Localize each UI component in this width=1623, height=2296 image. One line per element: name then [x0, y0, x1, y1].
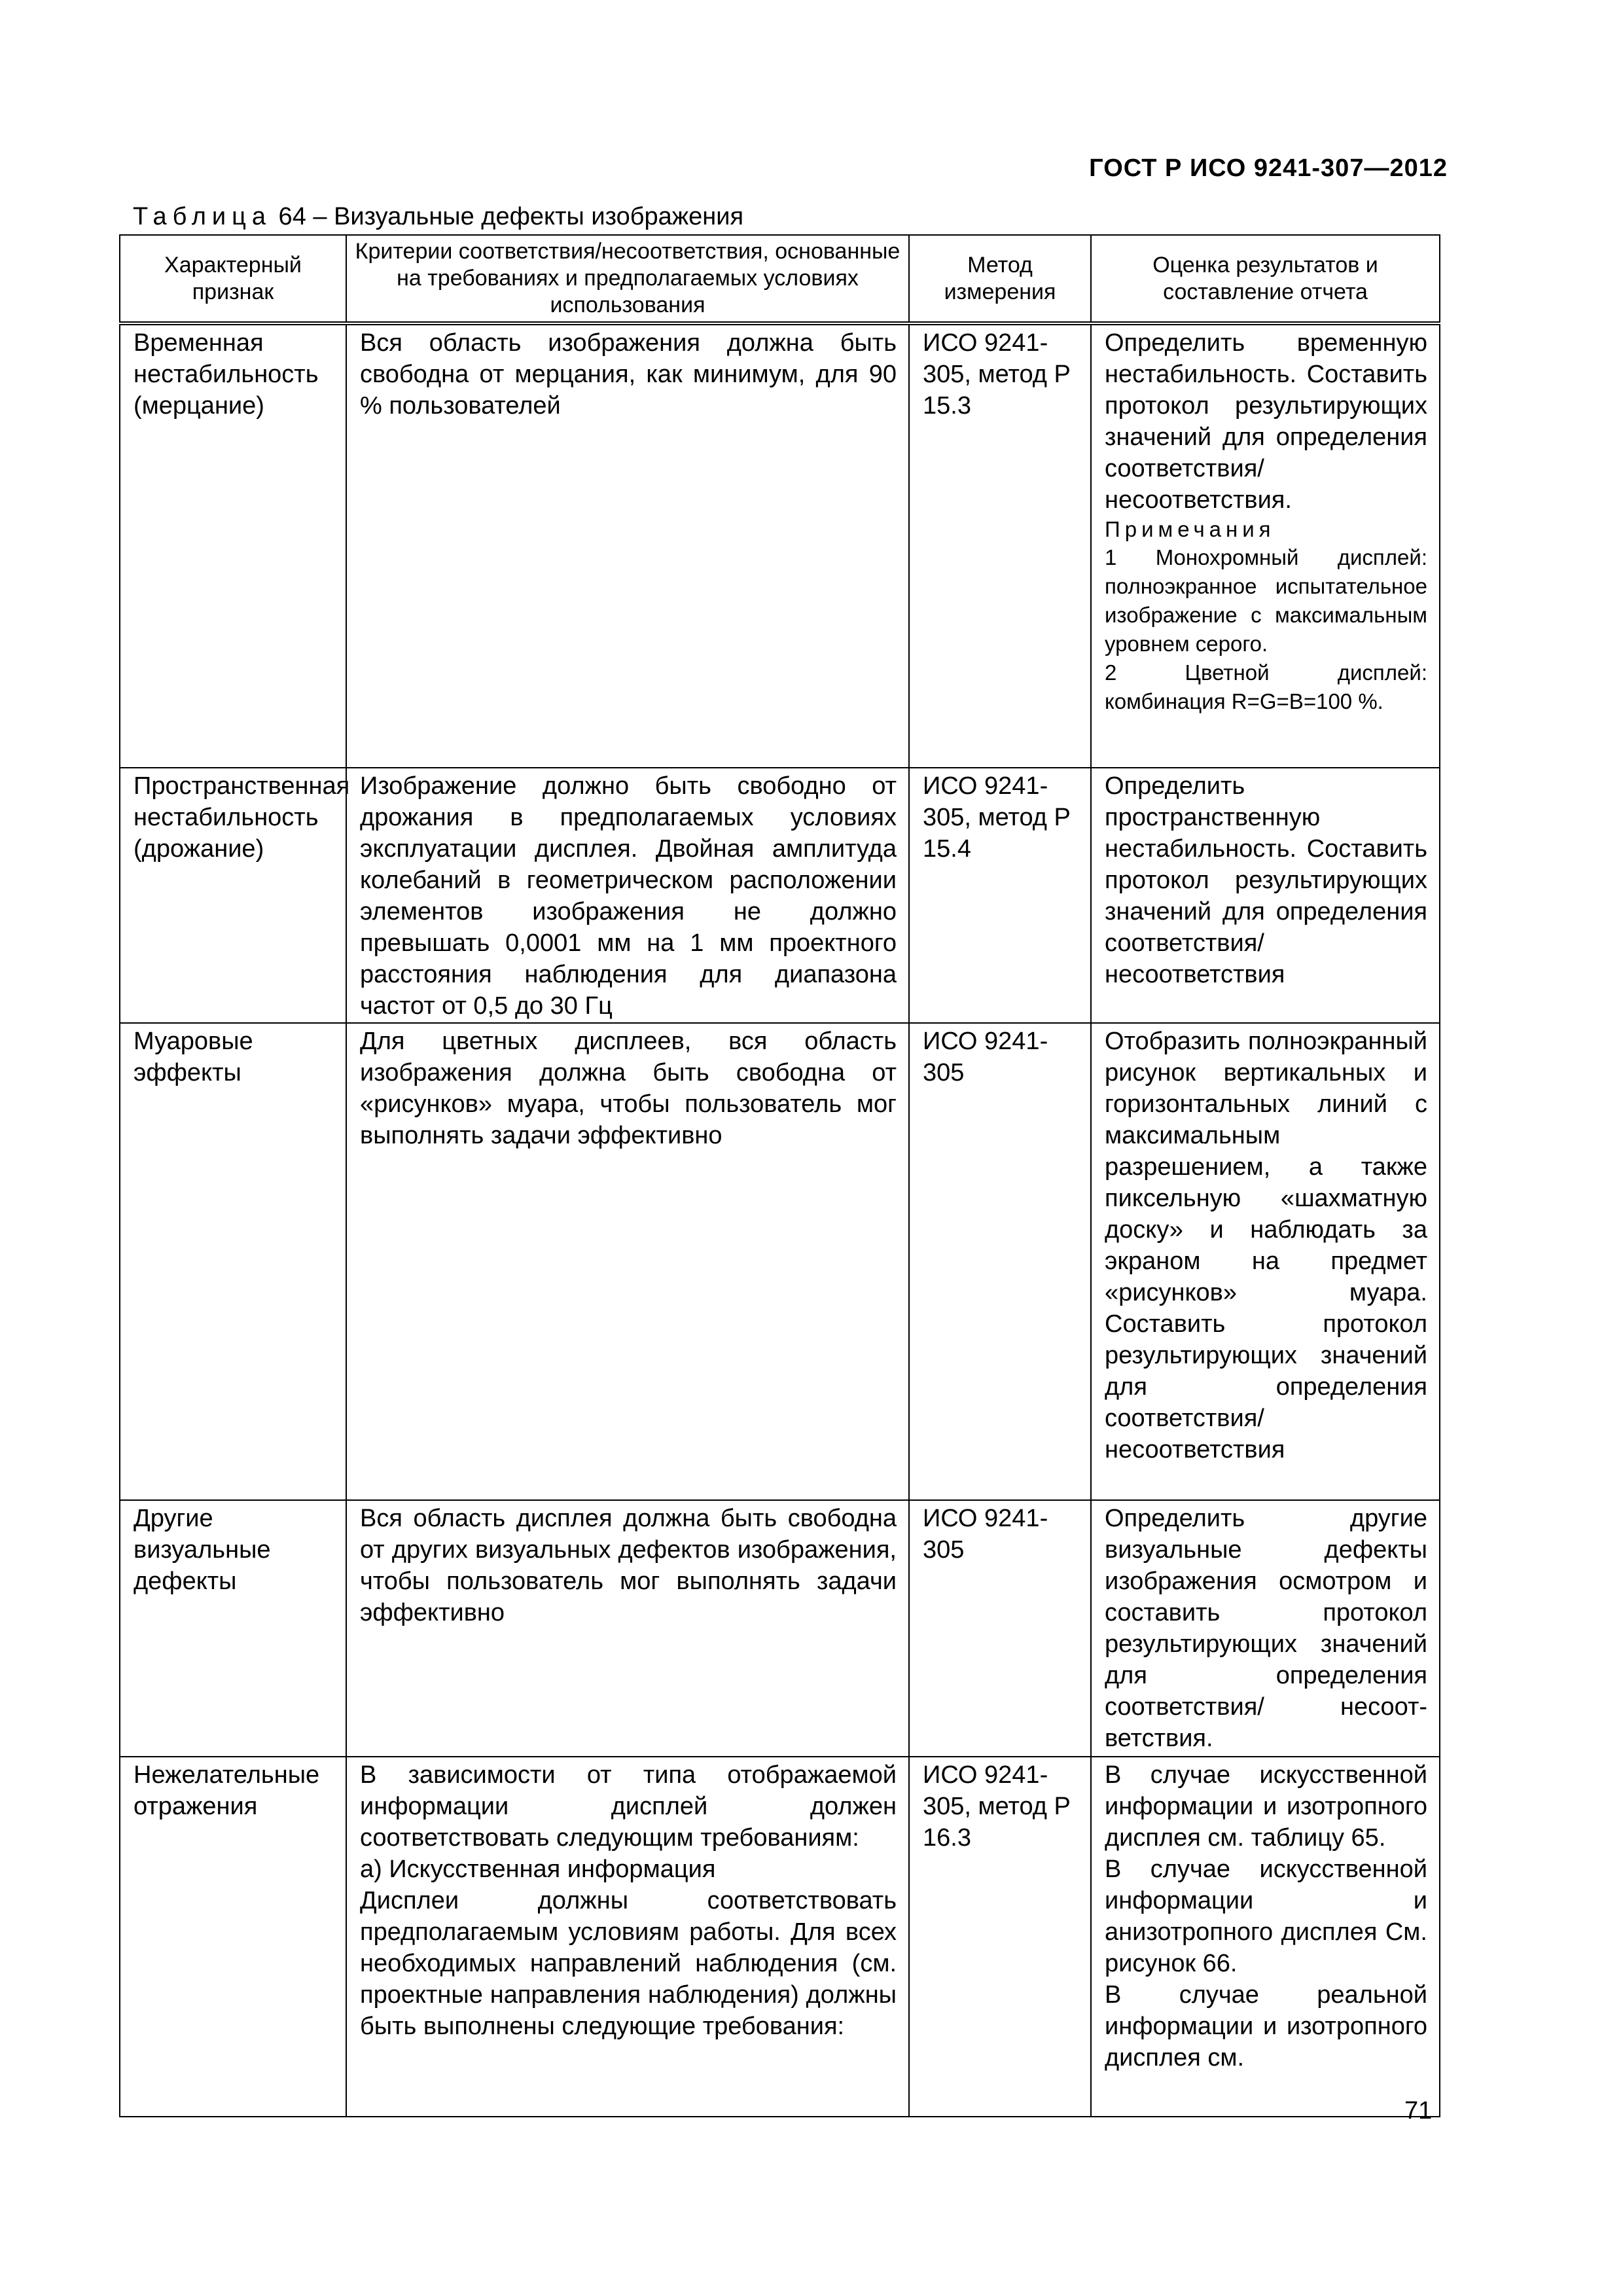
table-caption — [133, 203, 743, 231]
feature-cell: Временная нестабильность (мерцание) — [120, 323, 346, 768]
criteria-cell: В зависимости от типа отображаемой информации дисплей должен соответствовать следующим требованиям: а) Искусственная информация Дисплеи должны соответствовать предполагаемым условиям работы. Для всех необходимых направлений наблюдения (см. проектные направления наблюдения) должны быть выполнены следующие требования: — [346, 1757, 909, 2117]
document-code: ГОСТ Р ИСО 9241-307—2012 — [1089, 154, 1448, 182]
feature-cell: Пространственная нестабильность (дрожание) — [120, 768, 346, 1023]
method-cell: ИСО 9241-305, метод Р 15.3 — [909, 323, 1091, 768]
table-caption-label: Таблица — [133, 203, 272, 230]
note-title: Примечания — [1105, 517, 1275, 541]
method-cell: ИСО 9241-305, метод Р 16.3 — [909, 1757, 1091, 2117]
method-cell: ИСО 9241-305 — [909, 1023, 1091, 1500]
feature-cell: Нежелательные отражения — [120, 1757, 346, 2117]
note-line: 1 Монохромный дисплей: полноэкранное испытательное изображение с максимальным уровнем серого. — [1105, 545, 1427, 656]
table-row — [120, 1500, 1440, 1757]
table-row — [120, 1757, 1440, 2117]
table-header-row — [120, 235, 1440, 323]
table-caption-text: 64 – Визуальные дефекты изображения — [272, 203, 744, 230]
result-cell: Отобразить полноэкранный рисунок вертикальных и горизонтальных линий с максимальным разрешением, а также пиксельную «шахматную доску» и наблюдать за экраном на предмет «рисунков» муара. Составить протокол результирующих значений для определения соответствия/несоответствия — [1091, 1023, 1440, 1500]
header-feature: Характерный признак — [120, 235, 346, 323]
table-row — [120, 768, 1440, 1023]
feature-cell: Муаровые эффекты — [120, 1023, 346, 1500]
result-cell: В случае искусственной информации и изотропного дисплея см. таблицу 65. В случае искусственной информации и анизотропного дисплея См. рисунок 66. В случае реальной информации и изотропного дисплея см. — [1091, 1757, 1440, 2117]
note-line: 2 Цветной дисплей: комбинация R=G=B=100 %. — [1105, 660, 1427, 713]
table-row — [120, 1023, 1440, 1500]
feature-cell: Другие визуальные дефекты — [120, 1500, 346, 1757]
criteria-cell: Для цветных дисплеев, вся область изображения должна быть свободна от «рисунков» муара, чтобы пользователь мог выполнять задачи эффективно — [346, 1023, 909, 1500]
header-criteria: Критерии соответствия/несоответствия, основанные на требованиях и предполагаемых условиях использования — [346, 235, 909, 323]
page-number: 71 — [1404, 2097, 1433, 2125]
criteria-cell: Вся область изображения должна быть свободна от мерцания, как минимум, для 90 % пользователей — [346, 323, 909, 768]
header-method: Метод измерения — [909, 235, 1091, 323]
visual-defects-table — [119, 234, 1440, 2117]
result-cell: Определить пространственную нестабильность. Составить протокол результирующих значений для определения соответствия/несоответствия — [1091, 768, 1440, 1023]
method-cell: ИСО 9241-305, метод Р 15.4 — [909, 768, 1091, 1023]
method-cell: ИСО 9241-305 — [909, 1500, 1091, 1757]
header-result: Оценка результатов и составление отчета — [1091, 235, 1440, 323]
table-row — [120, 323, 1440, 768]
result-cell: Определить временную нестабильность. Составить протокол результирующих значений для определения соответствия/несоответствия. Примечания 1 Монохромный дисплей: полноэкранное испытательное изображение с максимальным уровнем серого. 2 Цветной дисплей: комбинация R=G=B=100 %. — [1091, 323, 1440, 768]
criteria-cell: Вся область дисплея должна быть свободна от других визуальных дефектов изображения, чтобы пользователь мог выполнять задачи эффективно — [346, 1500, 909, 1757]
criteria-cell: Изображение должно быть свободно от дрожания в предполагаемых условиях эксплуатации дисплея. Двойная амплитуда колебаний в геометрическом расположении элементов изображения не должно превышать 0,0001 мм на 1 мм проектного расстояния наблюдения для диапазона частот от 0,5 до 30 Гц — [346, 768, 909, 1023]
result-cell: Определить другие визуальные дефекты изображения осмотром и составить протокол результирующих значений для определения соответствия/ несоот-ветствия. — [1091, 1500, 1440, 1757]
